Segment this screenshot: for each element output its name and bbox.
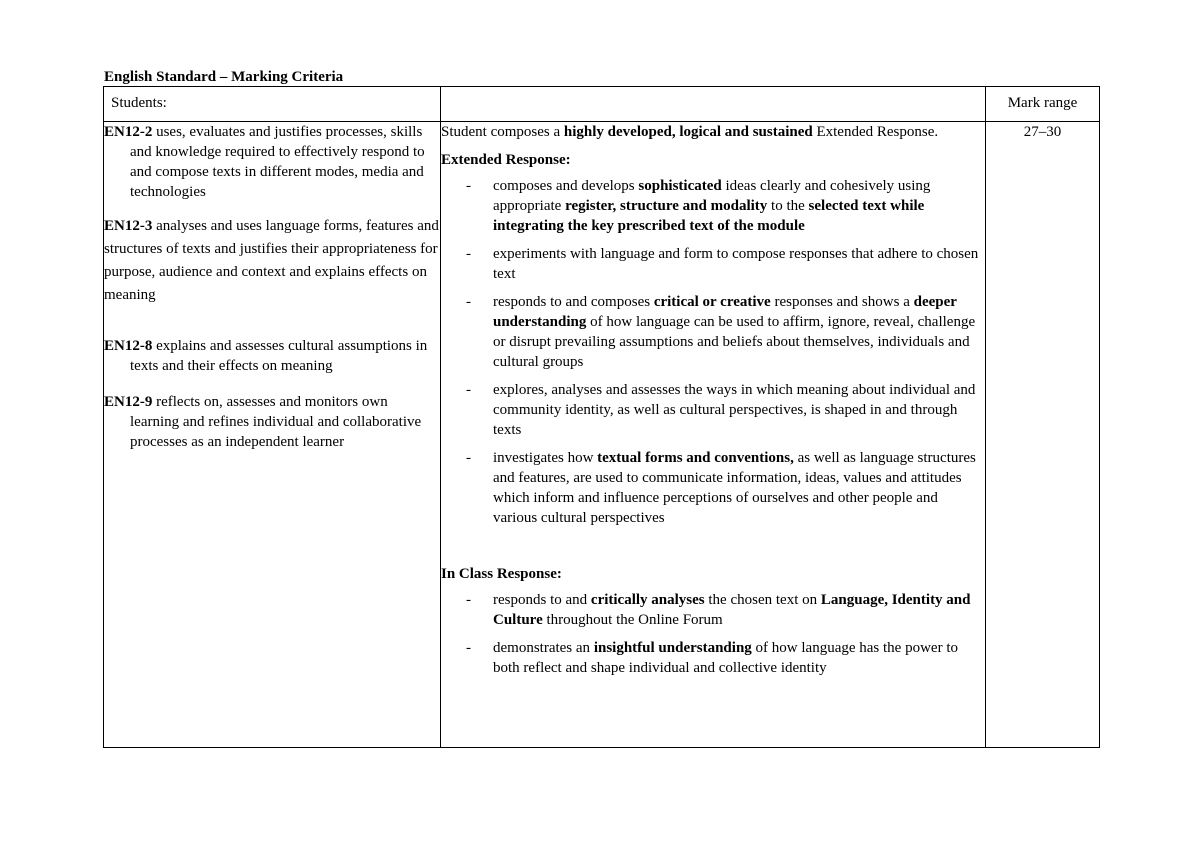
table-header-row (104, 87, 1100, 122)
list-item: - responds to and critically analyses the chosen text on Language, Identity and Culture throughout the Online Forum (493, 590, 985, 630)
mark-range-header: Mark range (986, 87, 1100, 122)
outcome-text: uses, evaluates and justifies processes, skills and knowledge required to effectively respond to and compose texts in different modes, media and technologies (130, 124, 425, 200)
outcome-code: EN12-9 (104, 394, 153, 410)
criteria-description-cell (441, 122, 986, 748)
outcome-text: explains and assesses cultural assumptions in texts and their effects on meaning (130, 338, 428, 374)
mark-range-value: 27–30 (986, 122, 1100, 748)
list-item: - composes and develops sophisticated ideas clearly and cohesively using appropriate register, structure and modality to the selected text while integrating the key prescribed text of the module (493, 176, 985, 236)
list-item: - explores, analyses and assesses the ways in which meaning about individual and community identity, as well as cultural perspectives, is shaped in and through texts (493, 380, 985, 440)
students-header: Students: (104, 87, 441, 122)
outcome-en12-8 (104, 336, 440, 376)
extended-response-list (441, 176, 985, 528)
outcome-code: EN12-8 (104, 338, 153, 354)
outcome-en12-2 (104, 122, 440, 202)
list-item: - experiments with language and form to compose responses that adhere to chosen text (493, 244, 985, 284)
extended-response-heading: Extended Response: (441, 152, 571, 168)
outcome-text: reflects on, assesses and monitors own learning and refines individual and collaborative processes as an independent learner (130, 394, 422, 450)
outcomes-cell (104, 122, 441, 748)
in-class-response-list (441, 590, 985, 678)
outcome-en12-3 (104, 215, 440, 307)
list-item: - responds to and composes critical or creative responses and shows a deeper understanding of how language can be used to affirm, ignore, reveal, challenge or disrupt prevailing assumptions and beliefs about themselves, individuals and cultural groups (493, 292, 985, 372)
outcome-en12-9 (104, 392, 440, 452)
intro-statement: Student composes a highly developed, logical and sustained Extended Response. (441, 124, 939, 140)
criteria-header (441, 87, 986, 122)
table-row (104, 122, 1100, 748)
outcome-code: EN12-2 (104, 124, 153, 140)
in-class-response-heading: In Class Response: (441, 566, 562, 582)
outcome-text: analyses and uses language forms, features and structures of texts and justifies their appropriateness for purpose, audience and context and explains effects on meaning (104, 218, 439, 303)
list-item: - investigates how textual forms and conventions, as well as language structures and features, are used to communicate information, ideas, values and attitudes which inform and influence perceptions of ourselves and other people and various cultural perspectives (493, 448, 985, 528)
list-item: - demonstrates an insightful understanding of how language has the power to both reflect and shape individual and collective identity (493, 638, 985, 678)
outcome-code: EN12-3 (104, 218, 153, 234)
document-title: English Standard – Marking Criteria (104, 69, 344, 85)
marking-criteria-table (103, 86, 1100, 748)
